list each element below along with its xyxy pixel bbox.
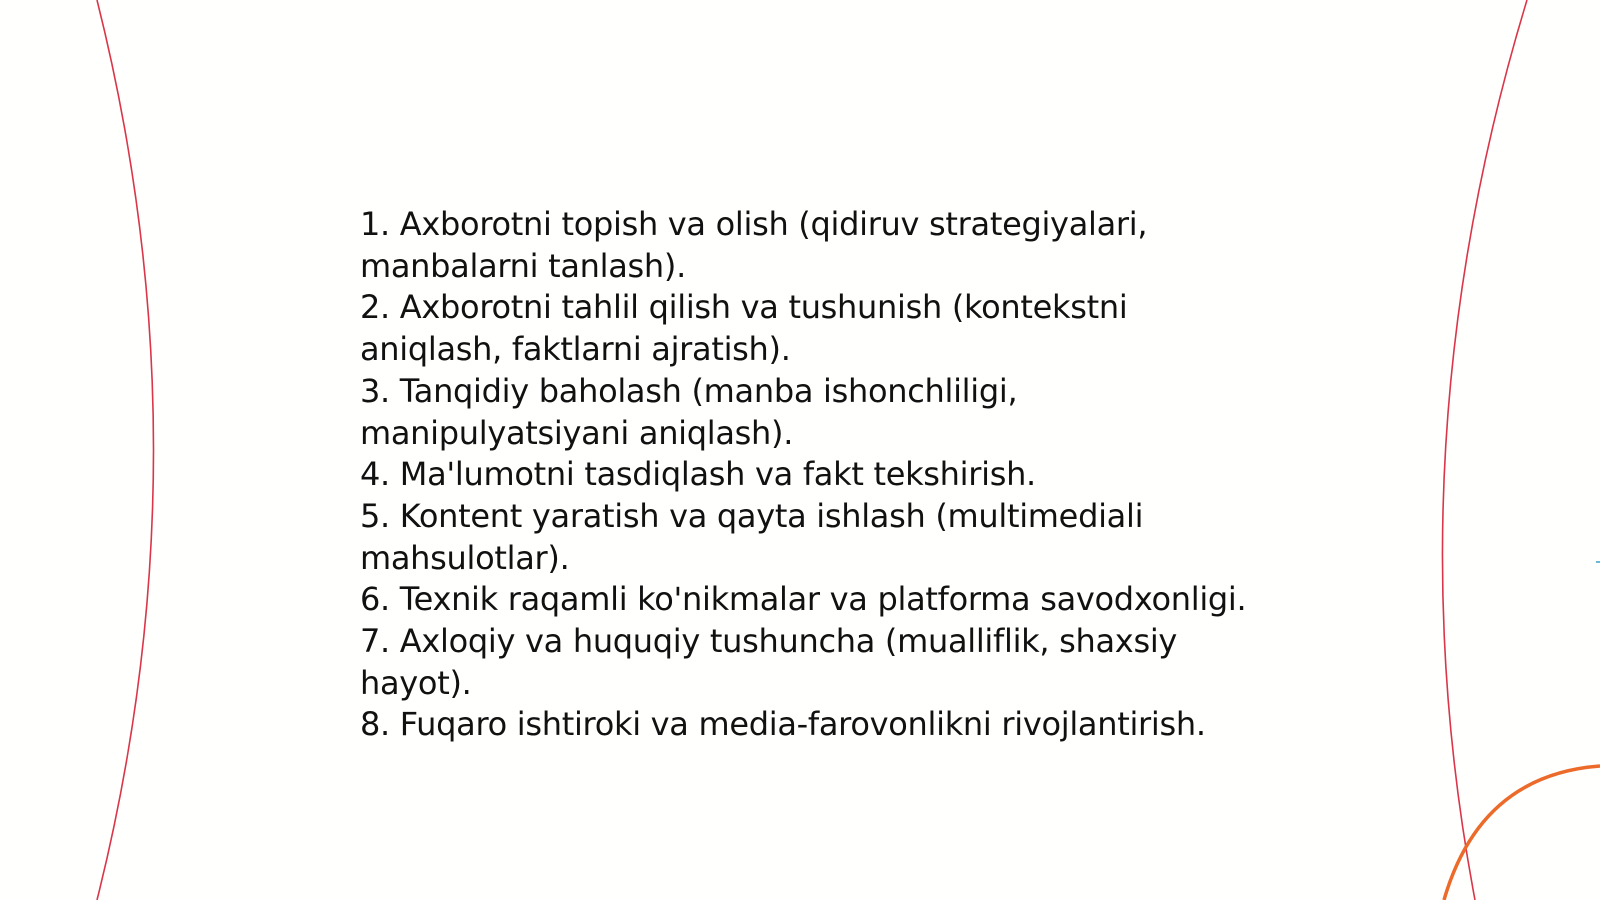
list-item: 2. Axborotni tahlil qilish va tushunish (kontekstni aniqlash, faktlarni ajratish). <box>360 288 1128 369</box>
left-curve <box>97 0 154 900</box>
competency-list <box>360 204 1260 746</box>
list-item: 8. Fuqaro ishtiroki va media-farovonlikni rivojlantirish. <box>360 705 1206 744</box>
list-item: 7. Axloqiy va huquqiy tushuncha (mualliflik, shaxsiy hayot). <box>360 622 1178 702</box>
list-item: 6. Texnik raqamli ko'nikmalar va platforma savodxonligi. <box>360 580 1247 619</box>
orange-arc <box>1444 766 1600 900</box>
right-curve <box>1442 0 1527 900</box>
list-item: 1. Axborotni topish va olish (qidiruv strategiyalari, manbalarni tanlash). <box>360 205 1148 285</box>
list-item: 5. Kontent yaratish va qayta ishlash (multimediali mahsulotlar). <box>360 496 1144 577</box>
list-item: 4. Ma'lumotni tasdiqlash va fakt tekshirish. <box>360 455 1036 494</box>
list-item: 3. Tanqidiy baholash (manba ishonchliligi, manipulyatsiyani aniqlash). <box>360 371 1018 452</box>
